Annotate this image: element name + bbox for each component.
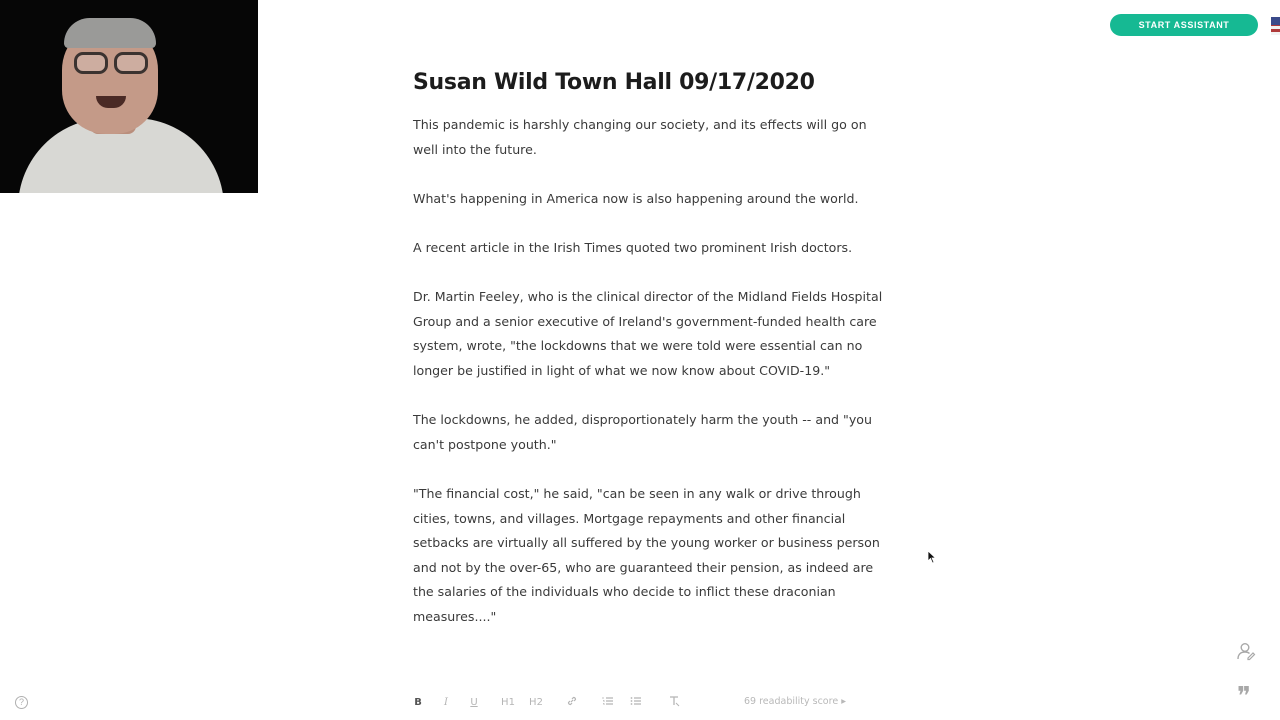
document-editor[interactable] [413, 70, 883, 654]
formatting-toolbar [413, 692, 681, 712]
bullet-list-icon[interactable] [629, 695, 643, 710]
italic-button[interactable]: I [444, 696, 448, 708]
paragraph-4[interactable]: Dr. Martin Feeley, who is the clinical director of the Midland Fields Hospital Group and a senior executive of Ireland's government-funded health care system, wrote, "the lockdowns that we were told were essential can no longer be justified in light of what we now know about COVID-19." [413, 289, 883, 378]
heading-1-button[interactable]: H1 [501, 696, 515, 708]
webcam-person-glasses [70, 52, 154, 78]
readability-score[interactable] [744, 696, 846, 707]
start-assistant-button[interactable]: START ASSISTANT [1110, 14, 1258, 36]
paragraph-2[interactable]: What's happening in America now is also happening around the world. [413, 190, 859, 206]
paragraph-3[interactable]: A recent article in the Irish Times quoted two prominent Irish doctors. [413, 239, 853, 255]
readability-caret-icon: ▸ [841, 696, 846, 707]
quote-icon[interactable]: ❞ [1237, 682, 1251, 712]
ordered-list-icon-graphic [602, 695, 614, 707]
link-icon[interactable] [565, 695, 579, 710]
webcam-overlay [0, 0, 258, 193]
link-icon-graphic [566, 695, 578, 707]
paragraph-6[interactable]: "The financial cost," he said, "can be seen in any walk or drive through cities, towns, and villages. Mortgage repayments and other financial setbacks are virtually all suffered by the young worker or business person and not by the over-65, who are guaranteed their pension, as indeed are the salaries of the individuals who decide to inflict these draconian measures...." [413, 485, 880, 624]
mouse-cursor-graphic [927, 550, 937, 564]
user-icon[interactable] [1236, 641, 1256, 661]
glasses-lens-left [74, 52, 108, 74]
underline-button[interactable]: U [470, 696, 478, 708]
readability-score-label: 69 readability score [744, 696, 839, 707]
paragraph-1[interactable]: This pandemic is harshly changing our society, and its effects will go on well into the future. [413, 117, 867, 157]
mouse-cursor-icon [927, 550, 937, 564]
clear-format-icon-graphic [668, 695, 680, 707]
bullet-list-icon-graphic [630, 695, 642, 707]
user-icon-graphic [1236, 641, 1256, 661]
flag-icon[interactable] [1271, 17, 1280, 35]
bold-button[interactable]: B [414, 696, 422, 708]
glasses-lens-right [114, 52, 148, 74]
webcam-person-hair [64, 18, 156, 48]
paragraph-5[interactable]: The lockdowns, he added, disproportionately harm the youth -- and "you can't postpone youth." [413, 412, 872, 452]
help-icon[interactable]: ? [15, 696, 28, 709]
document-title[interactable]: Susan Wild Town Hall 09/17/2020 [413, 70, 815, 95]
heading-2-button[interactable]: H2 [529, 696, 543, 708]
clear-format-icon[interactable] [667, 695, 681, 710]
ordered-list-icon[interactable] [601, 695, 615, 710]
